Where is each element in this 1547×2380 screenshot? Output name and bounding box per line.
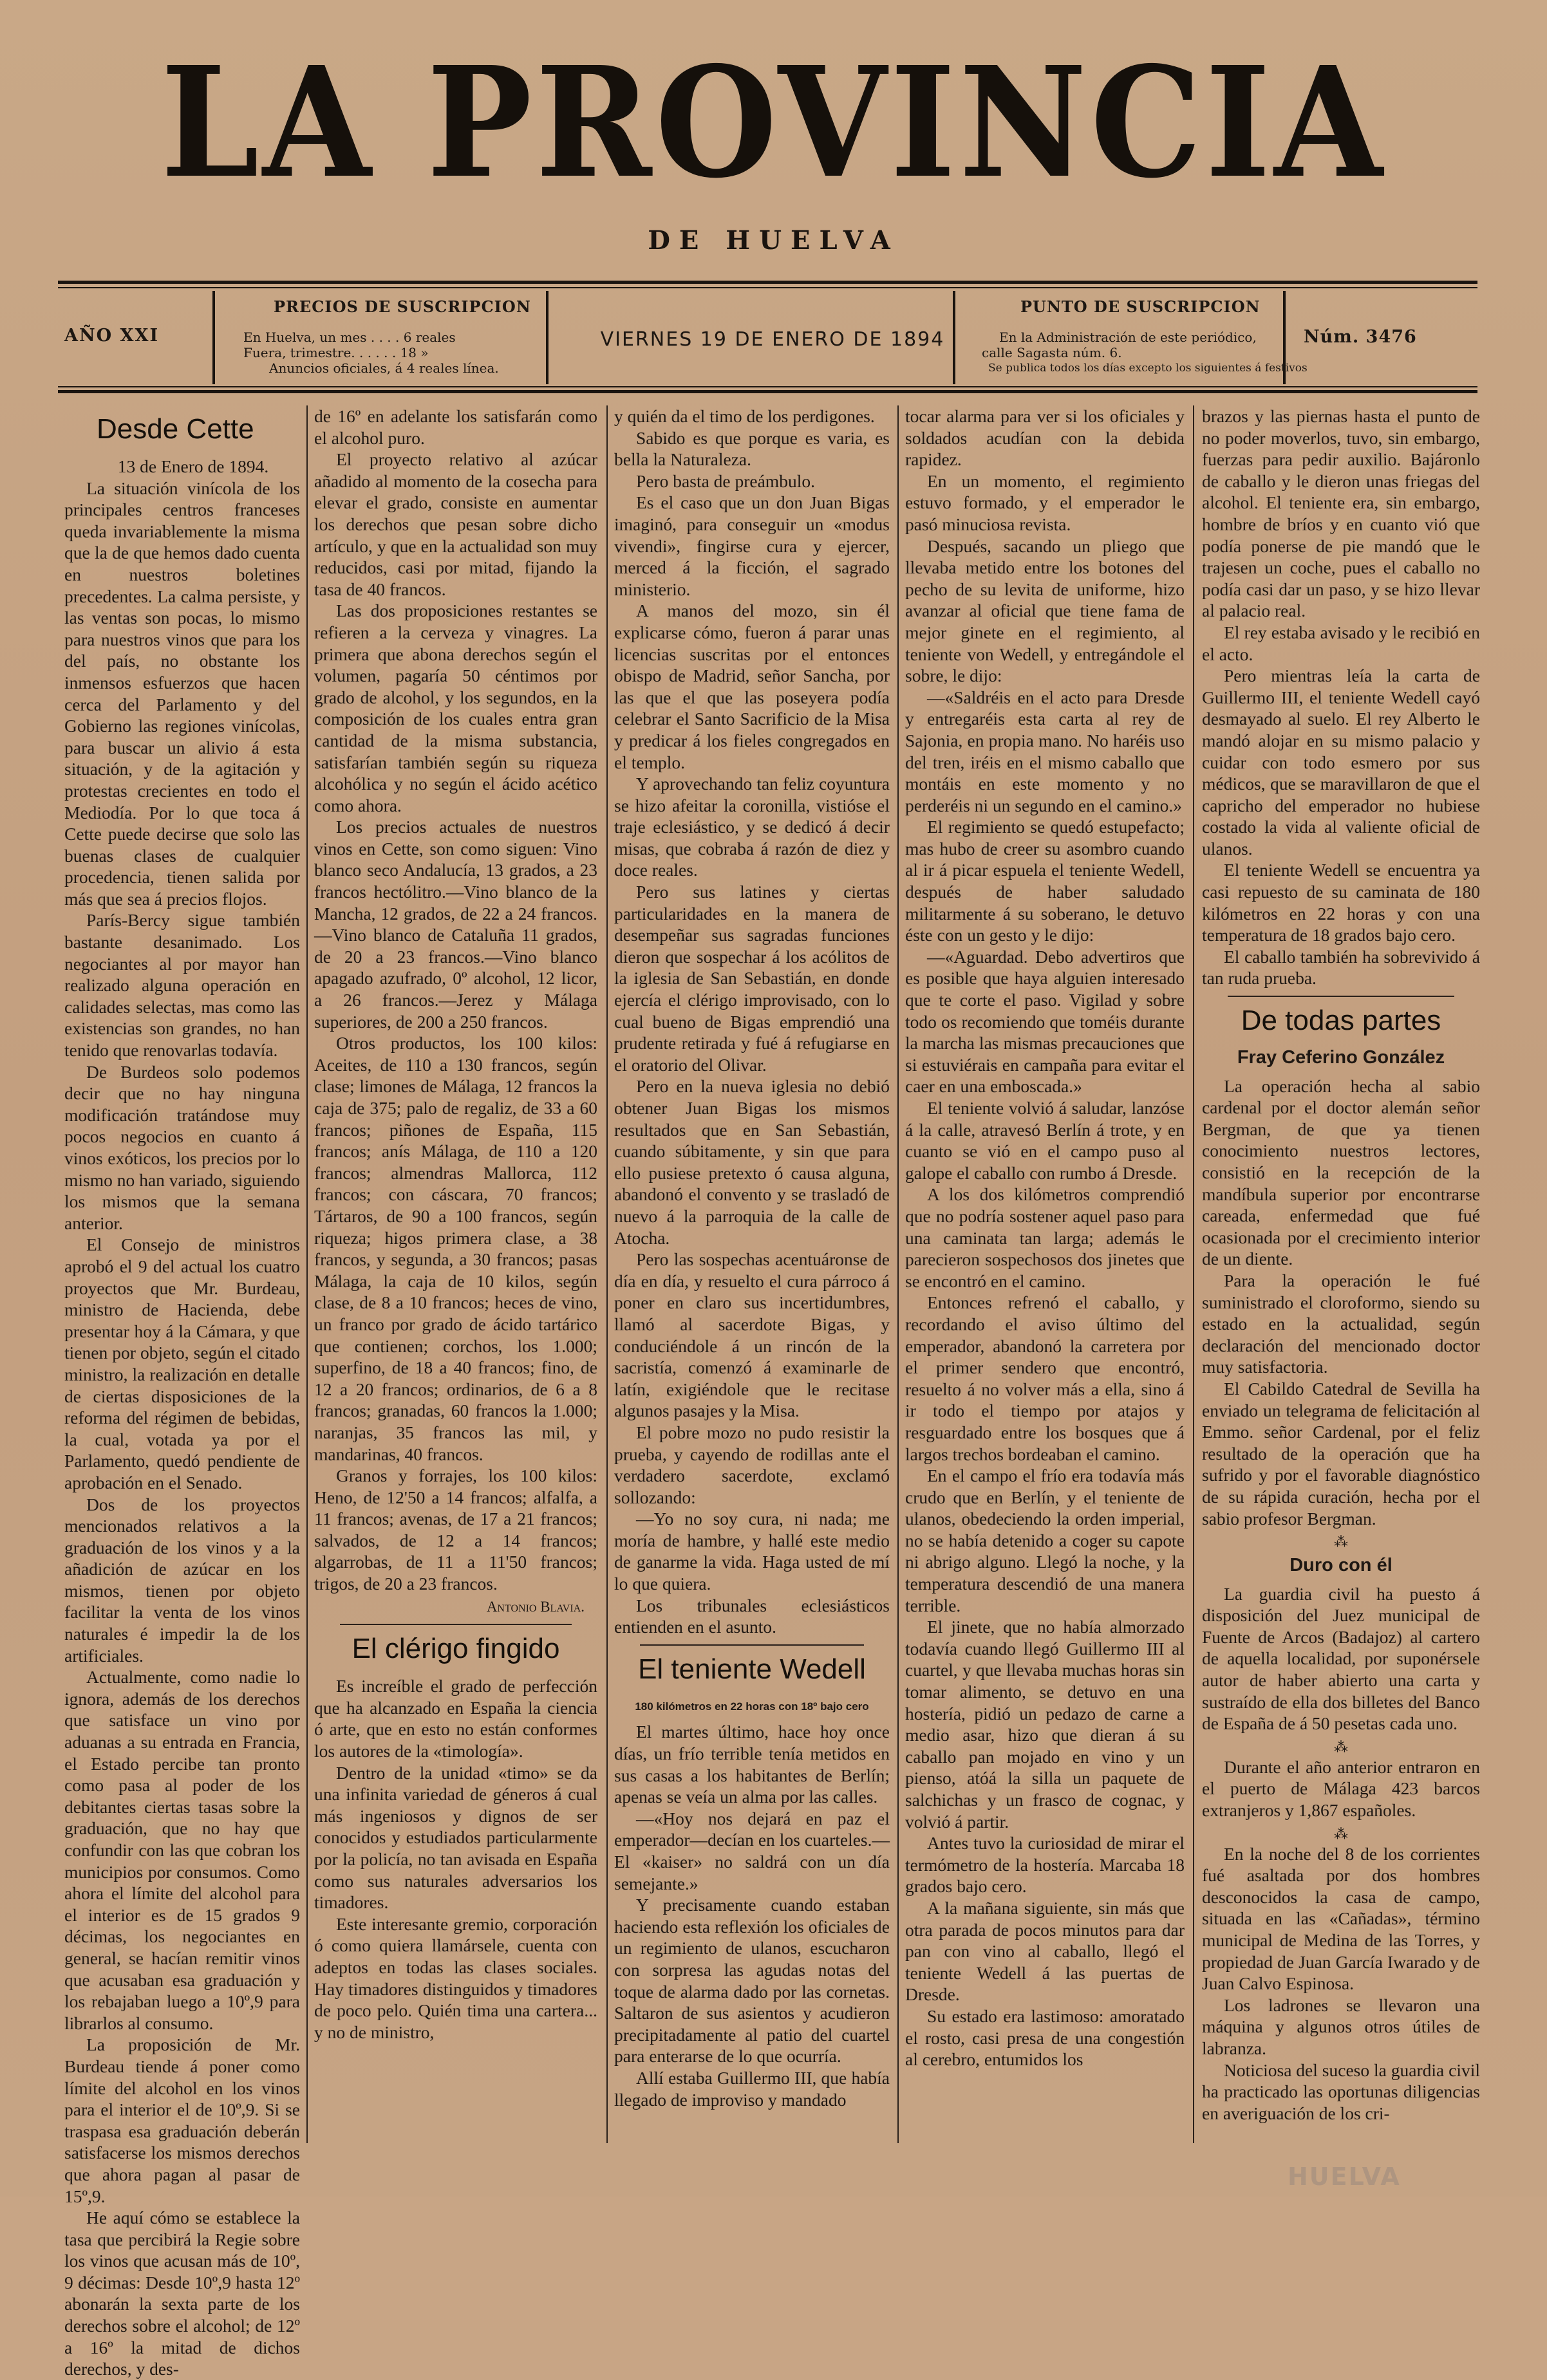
article-separator (640, 1644, 864, 1646)
paragraph: Antes tuvo la curiosidad de mirar el termómetro de la hostería. Marcaba 18 grados bajo cero. (905, 1833, 1185, 1897)
paragraph: Los ladrones se llevaron una máquina y algunos otros útiles de labranza. (1202, 1994, 1480, 2058)
paragraph: Los tribunales eclesiásticos entienden en el asunto. (614, 1595, 890, 1637)
paragraph: Su estado era lastimoso: amoratado el rosto, casi presa de una congestión al cerebro, entumidos los (905, 2005, 1185, 2070)
asterism: ⁂ (1334, 1738, 1348, 1755)
paragraph: Noticiosa del suceso la guardia civil ha practicado las oportunas diligencias en averiguación de los cri- (1202, 2059, 1480, 2123)
section-subhead: Fray Ceferino González (1237, 1047, 1445, 1068)
paragraph: A los dos kilómetros comprendió que no podría sostener aquel paso para una caminata tan larga; además le parecieron sospechosos dos jinetes que se encontró en el camino. (905, 1184, 1185, 1291)
column-rule (1193, 405, 1194, 2143)
column-1 (64, 405, 300, 2380)
paragraph: y quién da el timo de los perdigones. (614, 406, 875, 426)
paragraph: El Cabildo Catedral de Sevilla ha enviado un telegrama de felicitación al Emmo. señor Cardenal, por el feliz resultado de la operación que ha sufrido y por el favorable diagnóstico de su rápida curación, hecha por el sabio profesor Bergman. (1202, 1378, 1480, 1529)
paragraph: tocar alarma para ver si los oficiales y soldados acudían con la debida rapidez. (905, 406, 1185, 470)
paragraph: Este interesante gremio, corporación ó como quiera llamársele, cuenta con adeptos en todas las clases sociales. Hay timadores distinguidos y timadores de poco pelo. Quién tima una cartera... y no de ministro, (314, 1913, 597, 2042)
paragraph: Dentro de la unidad «timo» se da una infinita variedad de géneros á cual más ingeniosos y dignos de ser conocidos y estudiados particularmente por la policía, no tan avisada en España como sus naturales adversarios los timadores. (314, 1762, 597, 1913)
paragraph: El Consejo de ministros aprobó el 9 del actual los cuatro proyectos que Mr. Burdeau, ministro de Hacienda, debe presentar hoy á la Cámara, y que tienen por objeto, según el citado ministro, la realización en detalle de ciertas disposiciones de la reforma del régimen de bebidas, la cual, votada ya por el Parlamento, quedó pendiente de aprobación en el Senado. (64, 1234, 300, 1492)
paragraph: Pero basta de preámbulo. (636, 470, 815, 491)
paragraph: La proposición de Mr. Burdeau tiende á poner como límite del alcohol en los vinos para el interior el de 10º,9. Si se traspasa esa graduación deberán satisfacerse los mismos derechos que ahora pagan al pasar de 15º,9. (64, 2034, 300, 2206)
paragraph: Para la operación le fué suministrado el cloroformo, siendo su estado en la actualidad, según declaración del mencionado doctor muy satisfactoria. (1202, 1270, 1480, 1377)
paragraph: París-Bercy sigue también bastante desanimado. Los negociantes al por mayor han realizado alguna operación en calidades selectas, mas como las existencias son grandes, no han tenido que renovarlas todavía. (64, 910, 300, 1061)
paragraph: Otros productos, los 100 kilos: Aceites, de 110 a 130 francos, según clase; limones de Málaga, 12 francos la caja de 375; palo de regaliz, de 33 a 60 francos; piñones de España, 115 francos; anís Málaga, de 110 a 120 francos; almendras Mallorca, 112 francos; con cáscara, 70 francos; Tártaros, de 90 a 100 francos, según riqueza; higos primera clase, a 38 francos, y segunda, a 30 francos; pasas Málaga, la caja de 10 kilos, según clase, de 8 a 10 francos; heces de vino, un franco por grado de ácido tartárico que contienen; corchos, los 1.000; superfino, de 18 a 40 francos; fino, de 12 a 20 francos; ordinarios, de 6 a 8 francos; granadas, 60 francos la 1.000; naranjas, 35 francos las mil, y mandarinas, 40 francos. (314, 1033, 597, 1464)
paragraph: La guardia civil ha puesto á disposición del Juez municipal de Fuente de Arcos (Badajoz) al cartero de aquella localidad, por suponérsele autor de haber abierto una carta y sustraído de ella dos billetes del Banco de España de á 50 pesetas cada uno. (1202, 1583, 1480, 1734)
paragraph: He aquí cómo se establece la tasa que percibirá la Regie sobre los vinos que acusan más de 10º, 9 décimas: Desde 10º,9 hasta 12º abonarán la sexta parte de los derechos sobre el alcohol; de 12º a 16º la mitad de dichos derechos, y des- (64, 2208, 300, 2379)
band-divider (546, 291, 548, 384)
article-headline: El teniente Wedell (638, 1653, 866, 1685)
library-watermark: HUELVA (1288, 2162, 1401, 2191)
paragraph: Dos de los proyectos mencionados relativos a la graduación de los vinos y a la añadición de azúcar en los mismos, tienen por objeto facilitar la venta de los vinos naturales é impedir la de los artificiales. (64, 1494, 300, 1666)
masthead-subtitle: DE HUELVA (648, 225, 899, 256)
column-4 (905, 405, 1185, 2070)
band-divider (212, 291, 215, 384)
paragraph: El pobre mozo no pudo resistir la prueba, y cayendo de rodillas ante el verdadero sacerdote, exclamó sollozando: (614, 1422, 890, 1507)
precios-line: Anuncios oficiales, á 4 reales línea. (269, 360, 499, 376)
paragraph: La situación vinícola de los principales centros franceses queda invariablemente la misma que la de que hemos dado cuenta en nuestros boletines precedentes. La calma persiste, y las ventas son pocas, lo mismo para nuestros vinos que para los del país, no obstante los inmensos esfuerzos que hacen cerca del Parlamento y del Gobierno las regiones vinícolas, para buscar un alivio á esta situación, y de la agitación y protestas crecientes en todo el Mediodía. Por lo que toca á Cette puede decirse que solo las buenas clases de cualquier procedencia, tienen salida por más que sea á precios flojos. (64, 478, 300, 909)
paragraph: Después, sacando un pliego que llevaba metido entre los botones del pecho de su levita de uniforme, hizo avanzar al oficial que tiene fama de mejor ginete en el regimiento, al teniente von Wedell, y entregándole el sobre, le dijo: (905, 535, 1185, 686)
paragraph: El regimiento se quedó estupefacto; mas hubo de creer su asombro cuando al ir á picar espuela el teniente Wedell, después de haber saludado militarmente á su soberano, le detuvo éste con un gesto y le dijo: (905, 817, 1185, 945)
paragraph: Entonces refrenó el caballo, y recordando el aviso último del emperador, abandonó la carretera por el primer sendero que encontró, resuelto á no volver más a ella, sino á ir todo el tiempo por atajos y resguardado entre los bosques que á largos trechos bordeaban el camino. (905, 1292, 1185, 1464)
paragraph: A manos del mozo, sin él explicarse cómo, fueron á parar unas licencias suscritas por el entonces obispo de Madrid, señor Sancha, por las que el que las poseyera podía celebrar el Santo Sacrificio de la Misa y predicar á los fieles congregados en el templo. (614, 600, 890, 772)
bottom-rule-thin (58, 386, 1477, 387)
paragraph: El martes último, hace hoy once días, un frío terrible tenía metidos en sus casas a los habitantes de Berlín; apenas se veía un alma por las calles. (614, 1722, 890, 1807)
paragraph: Granos y forrajes, los 100 kilos: Heno, de 12'50 a 14 francos; alfalfa, a 11 francos; avenas, de 17 a 21 francos; salvados, de 12 a 14 francos; algarrobas, de 11 a 11'50 francos; trigos, de 20 a 23 francos. (314, 1465, 597, 1594)
article-headline: Desde Cette (97, 413, 254, 445)
asterism: ⁂ (1334, 1825, 1348, 1842)
article-headline: De todas partes (1241, 1005, 1441, 1037)
article-subline: 180 kilómetros en 22 horas con 18º bajo cero (635, 1700, 869, 1713)
paragraph: Pero mientras leía la carta de Guillermo III, el teniente Wedell cayó desmayado al suelo. El rey Alberto le mandó alojar en su mismo palacio y cuidar con todo esmero por sus médicos, que se maravillaron de que el capricho del emperador no hubiese costado la vida al valiente oficial de ulanos. (1202, 665, 1480, 859)
paragraph: Allí estaba Guillermo III, que había llegado de improviso y mandado (614, 2067, 890, 2110)
paragraph: —«Aguardad. Debo advertiros que es posible que haya alguien interesado que te corte el paso. Vigilad y sobre todo os recomiendo que toméis durante la marcha las mismas precauciones que si estuviérais en campaña para evitar el caer en una emboscada.» (905, 946, 1185, 1097)
paragraph: El jinete, que no había almorzado todavía cuando llegó Guillermo III al cuartel, y que llevaba muchas horas sin tomar alimento, se detuvo en una hostería, pidió un pedazo de carne a medio asar, hizo que dieran á su caballo pan mojado en vino y un pienso, atóá la silla un paquete de salchichas y un frasco de cognac, y volvió á partir. (905, 1617, 1185, 1832)
issue-date: VIERNES 19 DE ENERO DE 1894 (600, 328, 945, 351)
article-headline: El clérigo fingido (352, 1633, 560, 1665)
paragraph: de 16º en adelante los satisfarán como el alcohol puro. (314, 406, 597, 448)
asterism: ⁂ (1334, 1534, 1348, 1550)
paragraph: El teniente volvió á saludar, lanzóse á la calle, atravesó Berlín á trote, y en cuanto se vió en el campo puso al galope el caballo con rumbo á Dresde. (905, 1098, 1185, 1183)
year-label: AÑO XXI (64, 326, 160, 346)
precios-title: PRECIOS DE SUSCRIPCION (274, 297, 531, 316)
paragraph: Y precisamente cuando estaban haciendo esta reflexión los oficiales de un regimiento de ulanos, escucharon con sorpresa las agudas notas del toque de alarma dado por las cornetas. Saltaron de sus asientos y acudieron precipitadamente al patio del cuartel para enterarse de lo que ocurría. (614, 1895, 890, 2067)
paragraph: Sabido es que porque es varia, es bella la Naturaleza. (614, 427, 890, 470)
bottom-rule (58, 390, 1477, 393)
paragraph: Pero en la nueva iglesia no debió obtener Juan Bigas los mismos resultados que en San Sebastián, cuando súbitamente, y sin que para ello pusiese pretexto ó causa alguna, abandonó el convento y se trasladó de nuevo á la parroquia de la calle de Atocha. (614, 1076, 890, 1248)
article-separator (1228, 996, 1454, 997)
paragraph: El teniente Wedell se encuentra ya casi repuesto de su caminata de 180 kilómetros en 22 horas y con una temperatura de 18 grados bajo cero. (1202, 860, 1480, 945)
punto-line: calle Sagasta núm. 6. (982, 345, 1122, 360)
paragraph: Y aprovechando tan feliz coyuntura se hizo afeitar la coronilla, vistióse el traje eclesiástico, y se dedicó á decir misas, que cobraba á razón de diez y doce reales. (614, 774, 890, 880)
paragraph: El rey estaba avisado y le recibió en el acto. (1202, 622, 1480, 664)
paragraph: Los precios actuales de nuestros vinos en Cette, son como siguen: Vino blanco seco Andalucía, 13 grados, a 23 francos hectólitro.—Vino blanco de la Mancha, 12 grados, de 22 a 24 francos.—Vino blanco de Cataluña 11 grados, de 20 a 23 francos.—Vino blanco apagado azufrado, 0º alcohol, 12 licor, a 26 francos.—Jerez y Málaga superiores, de 200 a 250 francos. (314, 817, 597, 1032)
paragraph: Pero sus latines y ciertas particularidades en la manera de desempeñar sus sagradas funciones dieron que sospechar á los acólitos de la iglesia de San Sebastián, en donde ejercía el clérigo improvisado, con lo cual bueno de Bigas emprendió una prudente retirada y fué á refugiarse en el oratorio del Olivar. (614, 882, 890, 1075)
paragraph: Es el caso que un don Juan Bigas imaginó, para conseguir un «modus vivendi», fingirse cura y ejercer, merced á la ficción, el sagrado ministerio. (614, 492, 890, 599)
paragraph: Pero las sospechas acentuáronse de día en día, y resuelto el cura párroco á poner en claro sus incertidumbres, llamó al sacerdote Bigas, y conduciéndole á un rincón de la sacristía, comenzó á examinarle de latín, exigiéndole que le recitase algunos pasajes y la Misa. (614, 1249, 890, 1421)
paragraph: Las dos proposiciones restantes se refieren a la cerveza y vinagres. La primera que abona derechos según el volumen, pagaría 50 céntimos por grado de alcohol, y los segundos, en la composición de los cuales entra gran cantidad de la misma substancia, satisfarían también según su riqueza alcohólica y no según el ácido acético como ahora. (314, 600, 597, 815)
punto-line: En la Administración de este periódico, (999, 330, 1257, 345)
column-rule (306, 405, 308, 2143)
punto-title: PUNTO DE SUSCRIPCION (1020, 297, 1261, 316)
column-3 (614, 405, 890, 2110)
top-rule-thin (58, 287, 1477, 288)
article-separator (340, 1624, 572, 1625)
precios-line: Fuera, trimestre. . . . . . 18 » (243, 345, 429, 360)
paragraph: Actualmente, como nadie lo ignora, además de los derechos que satisface un vino por aduanas a su entrada en Francia, el Estado percibe tan pronto como pasa al poder de los debitantes ciertas tasas sobre la graduación, que no hay que confundir con las que cobran los municipios por consumos. Como ahora el límite del alcohol para el interior es de 15 grados 9 décimas, los negociantes en general, se hacían remitir vinos que acusaban esa graduación y los rebajaban luego a 10º,9 para librarlos al consumo. (64, 1667, 300, 2033)
paragraph: —«Saldréis en el acto para Dresde y entregaréis esta carta al rey de Sajonia, en propia mano. No haréis uso del tren, iréis en el mismo caballo que montáis en este momento y no perderéis ni un segundo en el camino.» (905, 687, 1185, 815)
paragraph: En la noche del 8 de los corrientes fué asaltada por dos hombres desconocidos la casa de campo, situada en las «Cañadas», término municipal de Medina de las Torres, y propiedad de Juan García Iwarado y de Juan Calvo Espinosa. (1202, 1843, 1480, 1994)
paragraph: La operación hecha al sabio cardenal por el doctor alemán señor Bergman, de que ya tienen conocimiento nuestros lectores, consistió en la recepción de la mandíbula superior por encontrarse careada, enfermedad que fué ocasionada por el crecimiento interior de un diente. (1202, 1075, 1480, 1269)
paragraph: En el campo el frío era todavía más crudo que en Berlín, y el teniente de ulanos, obedeciendo la orden imperial, no se había detenido a coger su capote ni abrigo alguno. Llegó la noche, y la temperatura descendió de una manera terrible. (905, 1465, 1185, 1615)
paragraph: Es increíble el grado de perfección que ha alcanzado en España la ciencia ó arte, que en esto no están conformes los autores de la «timología». (314, 1676, 597, 1762)
column-rule (897, 405, 899, 2143)
masthead-title: LA PROVINCIA (160, 33, 1387, 212)
column-2 (314, 405, 597, 2043)
top-rule (58, 281, 1477, 284)
paragraph: —«Hoy nos dejará en paz el emperador—decían en los cuarteles.— El «kaiser» no saldrá con un día semejante.» (614, 1808, 890, 1893)
paragraph: Durante el año anterior entraron en el puerto de Málaga 423 barcos extranjeros y 1,867 españoles. (1202, 1756, 1480, 1821)
column-rule (606, 405, 608, 2143)
signature: Antonio Blavia. (486, 1598, 585, 1615)
paragraph: A la mañana siguiente, sin más que otra parada de pocos minutos para dar pan con vino al caballo, llegó el teniente Wedell á las puertas de Dresde. (905, 1897, 1185, 2005)
punto-line: Se publica todos los días excepto los siguientes á festivos (988, 362, 1308, 375)
paragraph: En un momento, el regimiento estuvo formado, y el emperador le pasó minuciosa revista. (905, 470, 1185, 534)
article-dateline: 13 de Enero de 1894. (117, 456, 269, 476)
column-5 (1202, 405, 1480, 2124)
paragraph: El caballo también ha sobrevivido á tan ruda prueba. (1202, 946, 1480, 989)
precios-line: En Huelva, un mes . . . . 6 reales (243, 330, 456, 345)
paragraph: De Burdeos solo podemos decir que no hay ninguna modificación tratándose muy pocos negocios en cuanto á vinos exóticos, los precios por lo mismo no han variado, siguiendo los mismos que la semana anterior. (64, 1061, 300, 1233)
issue-number: Núm. 3476 (1304, 327, 1417, 347)
section-subhead: Duro con él (1289, 1555, 1392, 1576)
paragraph: El proyecto relativo al azúcar añadido al momento de la cosecha para elevar el grado, consiste en aumentar los derechos que pesan sobre dicho artículo, y que en la actualidad son muy reducidos, casi por mitad, fijando la tasa de 40 francos. (314, 449, 597, 599)
paragraph: —Yo no soy cura, ni nada; me moría de hambre, y hallé este medio de ganarme la vida. Haga usted de mí lo que quiera. (614, 1509, 890, 1594)
paragraph: brazos y las piernas hasta el punto de no poder moverlos, tuvo, sin embargo, fuerzas para pedir auxilio. Bajáronlo de caballo y le dieron unas friegas del alcohol. El teniente era, sin embargo, hombre de bríos y en cuanto vió que podía ponerse de pie mandó que le trajesen un coche, pues el caballo no podía casi dar un paso, y se hizo llevar al palacio real. (1202, 406, 1480, 621)
